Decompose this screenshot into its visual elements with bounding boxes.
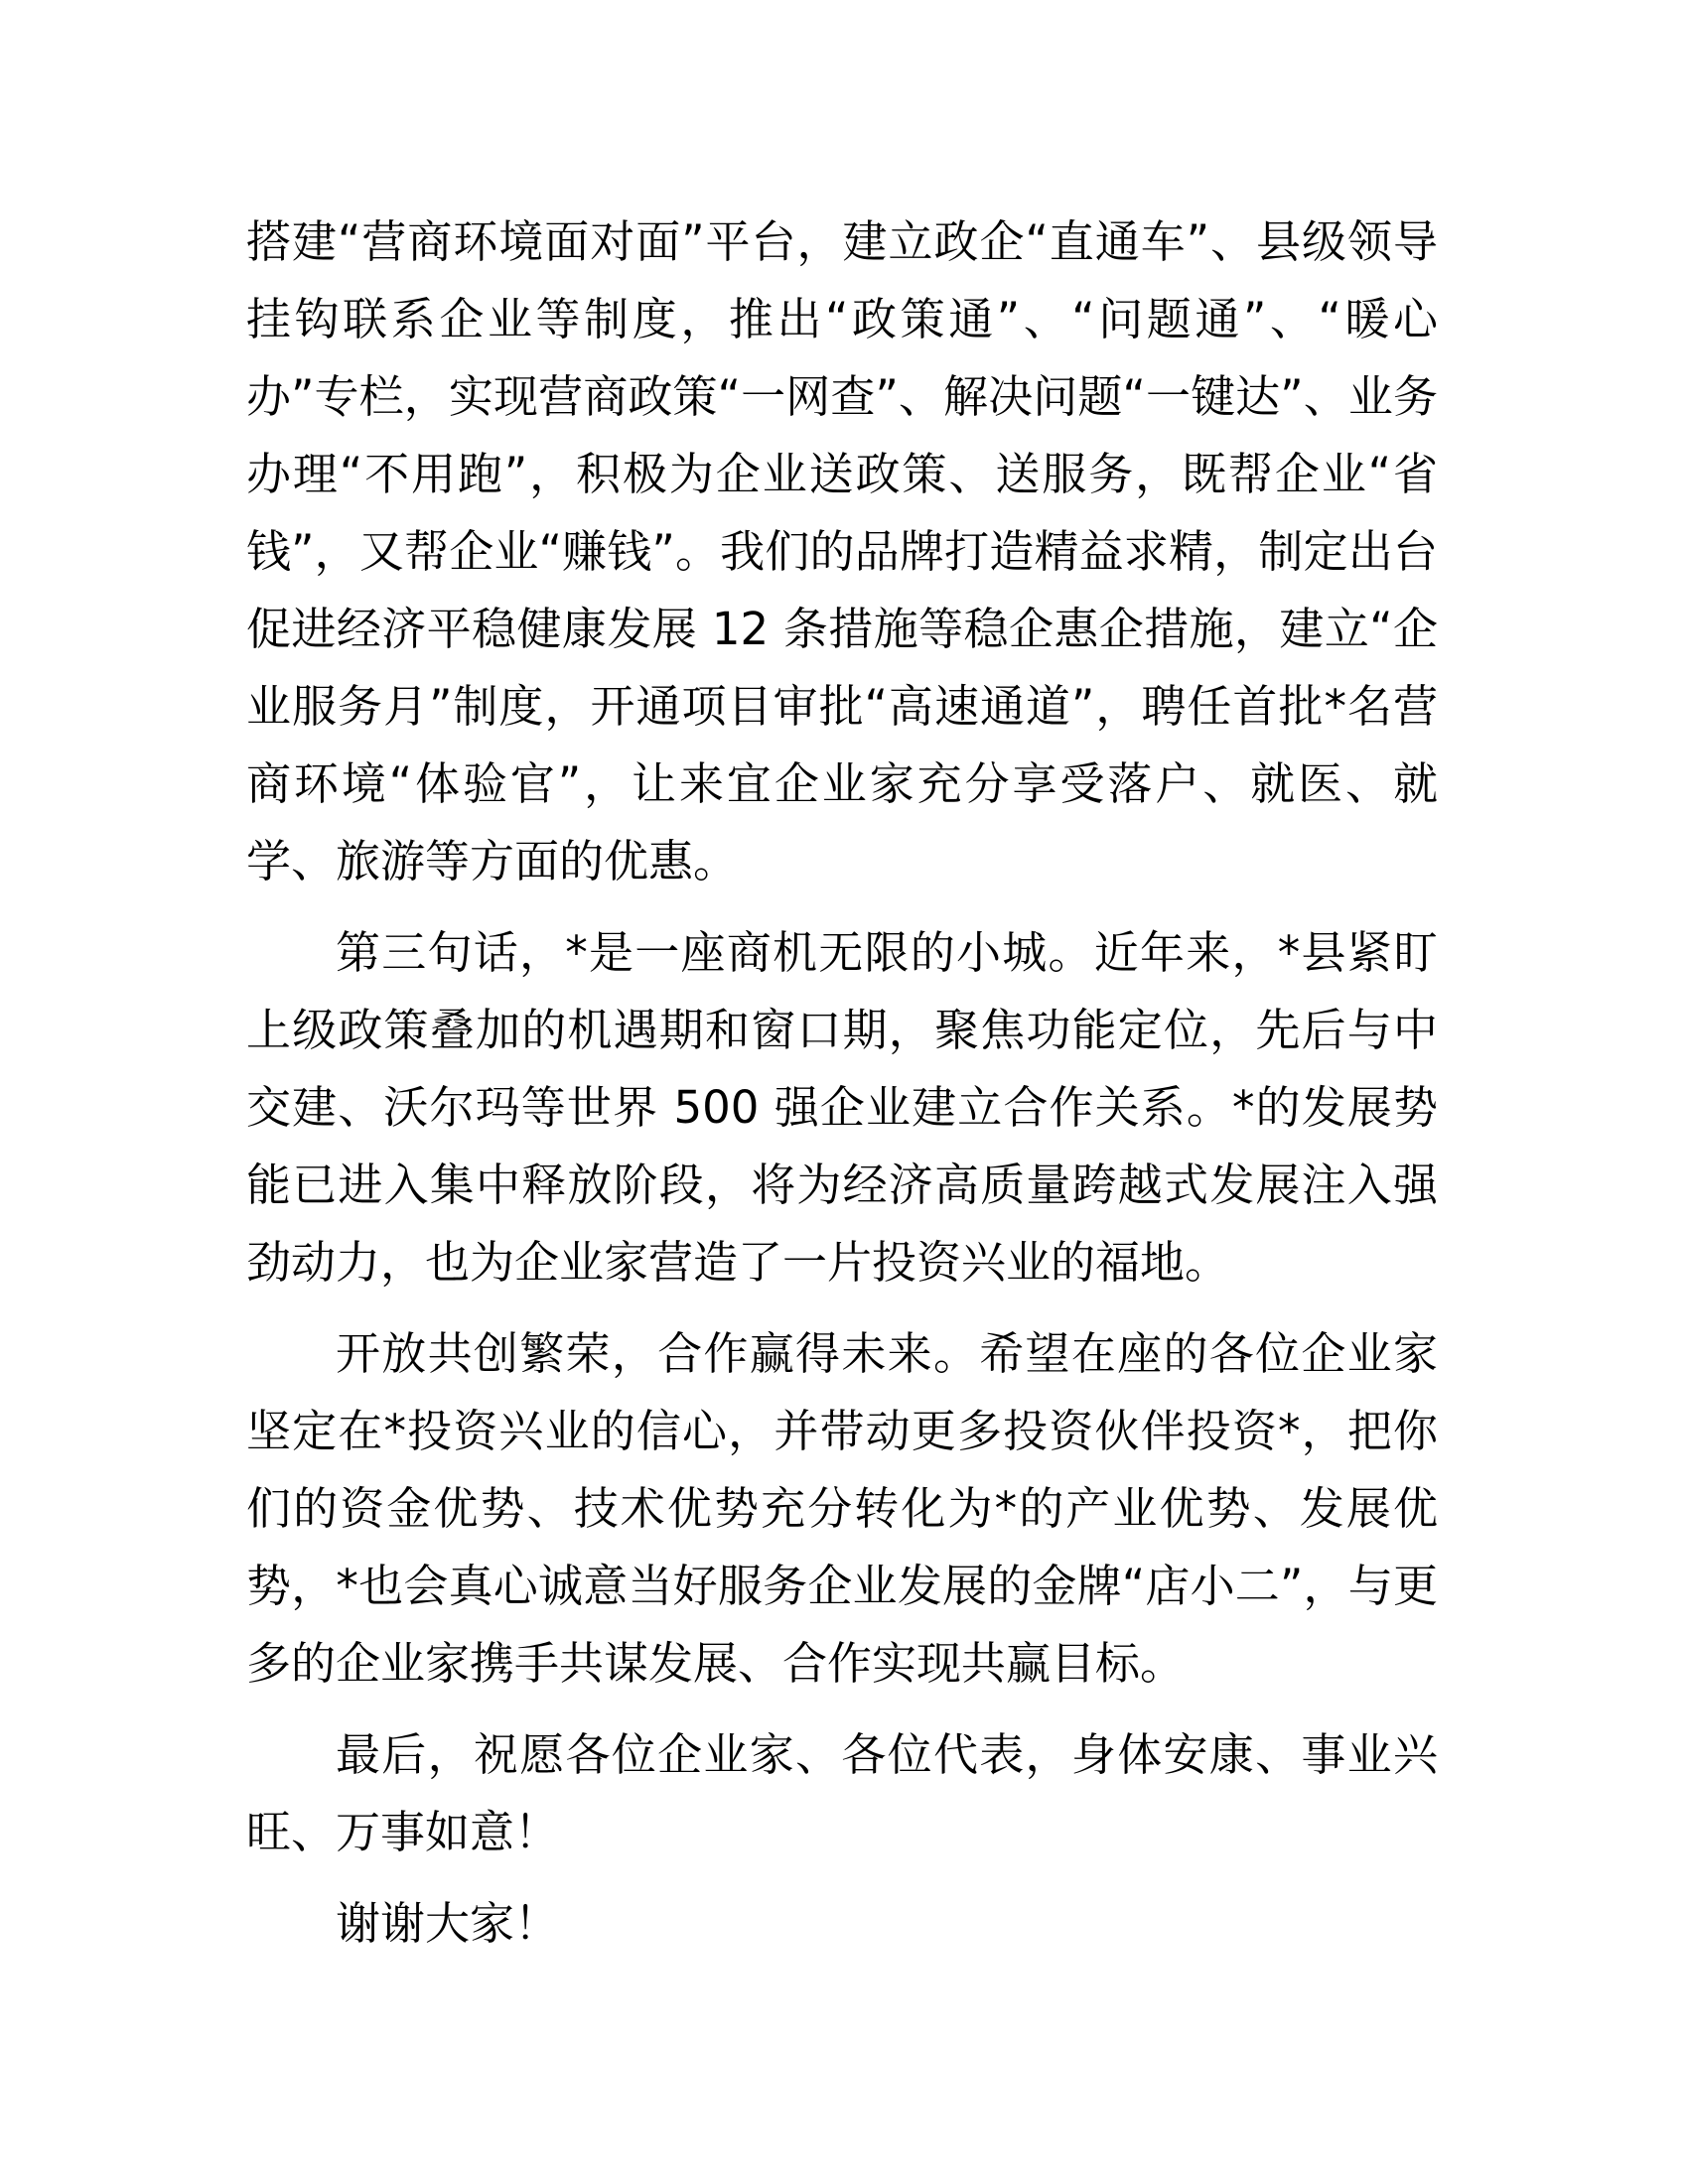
paragraph-continued: 搭建“营商环境面对面”平台，建立政企“直通车”、县级领导挂钩联系企业等制度，推出“政策通”、“问题通”、“暖心办”专栏，实现营商政策“一网查”、解决问题“一键达”、业务办理“不用跑”，积极为企业送政策、送服务，既帮企业“省钱”，又帮企业“赚钱”。我们的品牌打造精益求精，制定出台促进经济平稳健康发展 12 条措施等稳企惠企措施，建立“企业服务月”制度，开通项目审批“高速通道”，聘任首批*名营商环境“体验官”，让来宜企业家充分享受落户、就医、就学、旅游等方面的优惠。 [246,215,1438,887]
paragraph-wishes: 最后，祝愿各位企业家、各位代表，身体安康、事业兴旺、万事如意！ [246,1728,1438,1858]
paragraph-third-point: 第三句话，*是一座商机无限的小城。近年来，*县紧盯上级政策叠加的机遇期和窗口期，聚焦功能定位，先后与中交建、沃尔玛等世界 500 强企业建立合作关系。*的发展势能已进入集中释放阶段，将为经济高质量跨越式发展注入强劲动力，也为企业家营造了一片投资兴业的福地。 [246,926,1438,1289]
paragraph-thanks: 谢谢大家！ [336,1897,560,1950]
paragraph-invitation: 开放共创繁荣，合作赢得未来。希望在座的各位企业家坚定在*投资兴业的信心，并带动更多投资伙伴投资*，把你们的资金优势、技术优势充分转化为*的产业优势、发展优势，*也会真心诚意当好服务企业发展的金牌“店小二”，与更多的企业家携手共谋发展、合作实现共赢目标。 [246,1327,1438,1690]
document-body [246,204,1438,1963]
